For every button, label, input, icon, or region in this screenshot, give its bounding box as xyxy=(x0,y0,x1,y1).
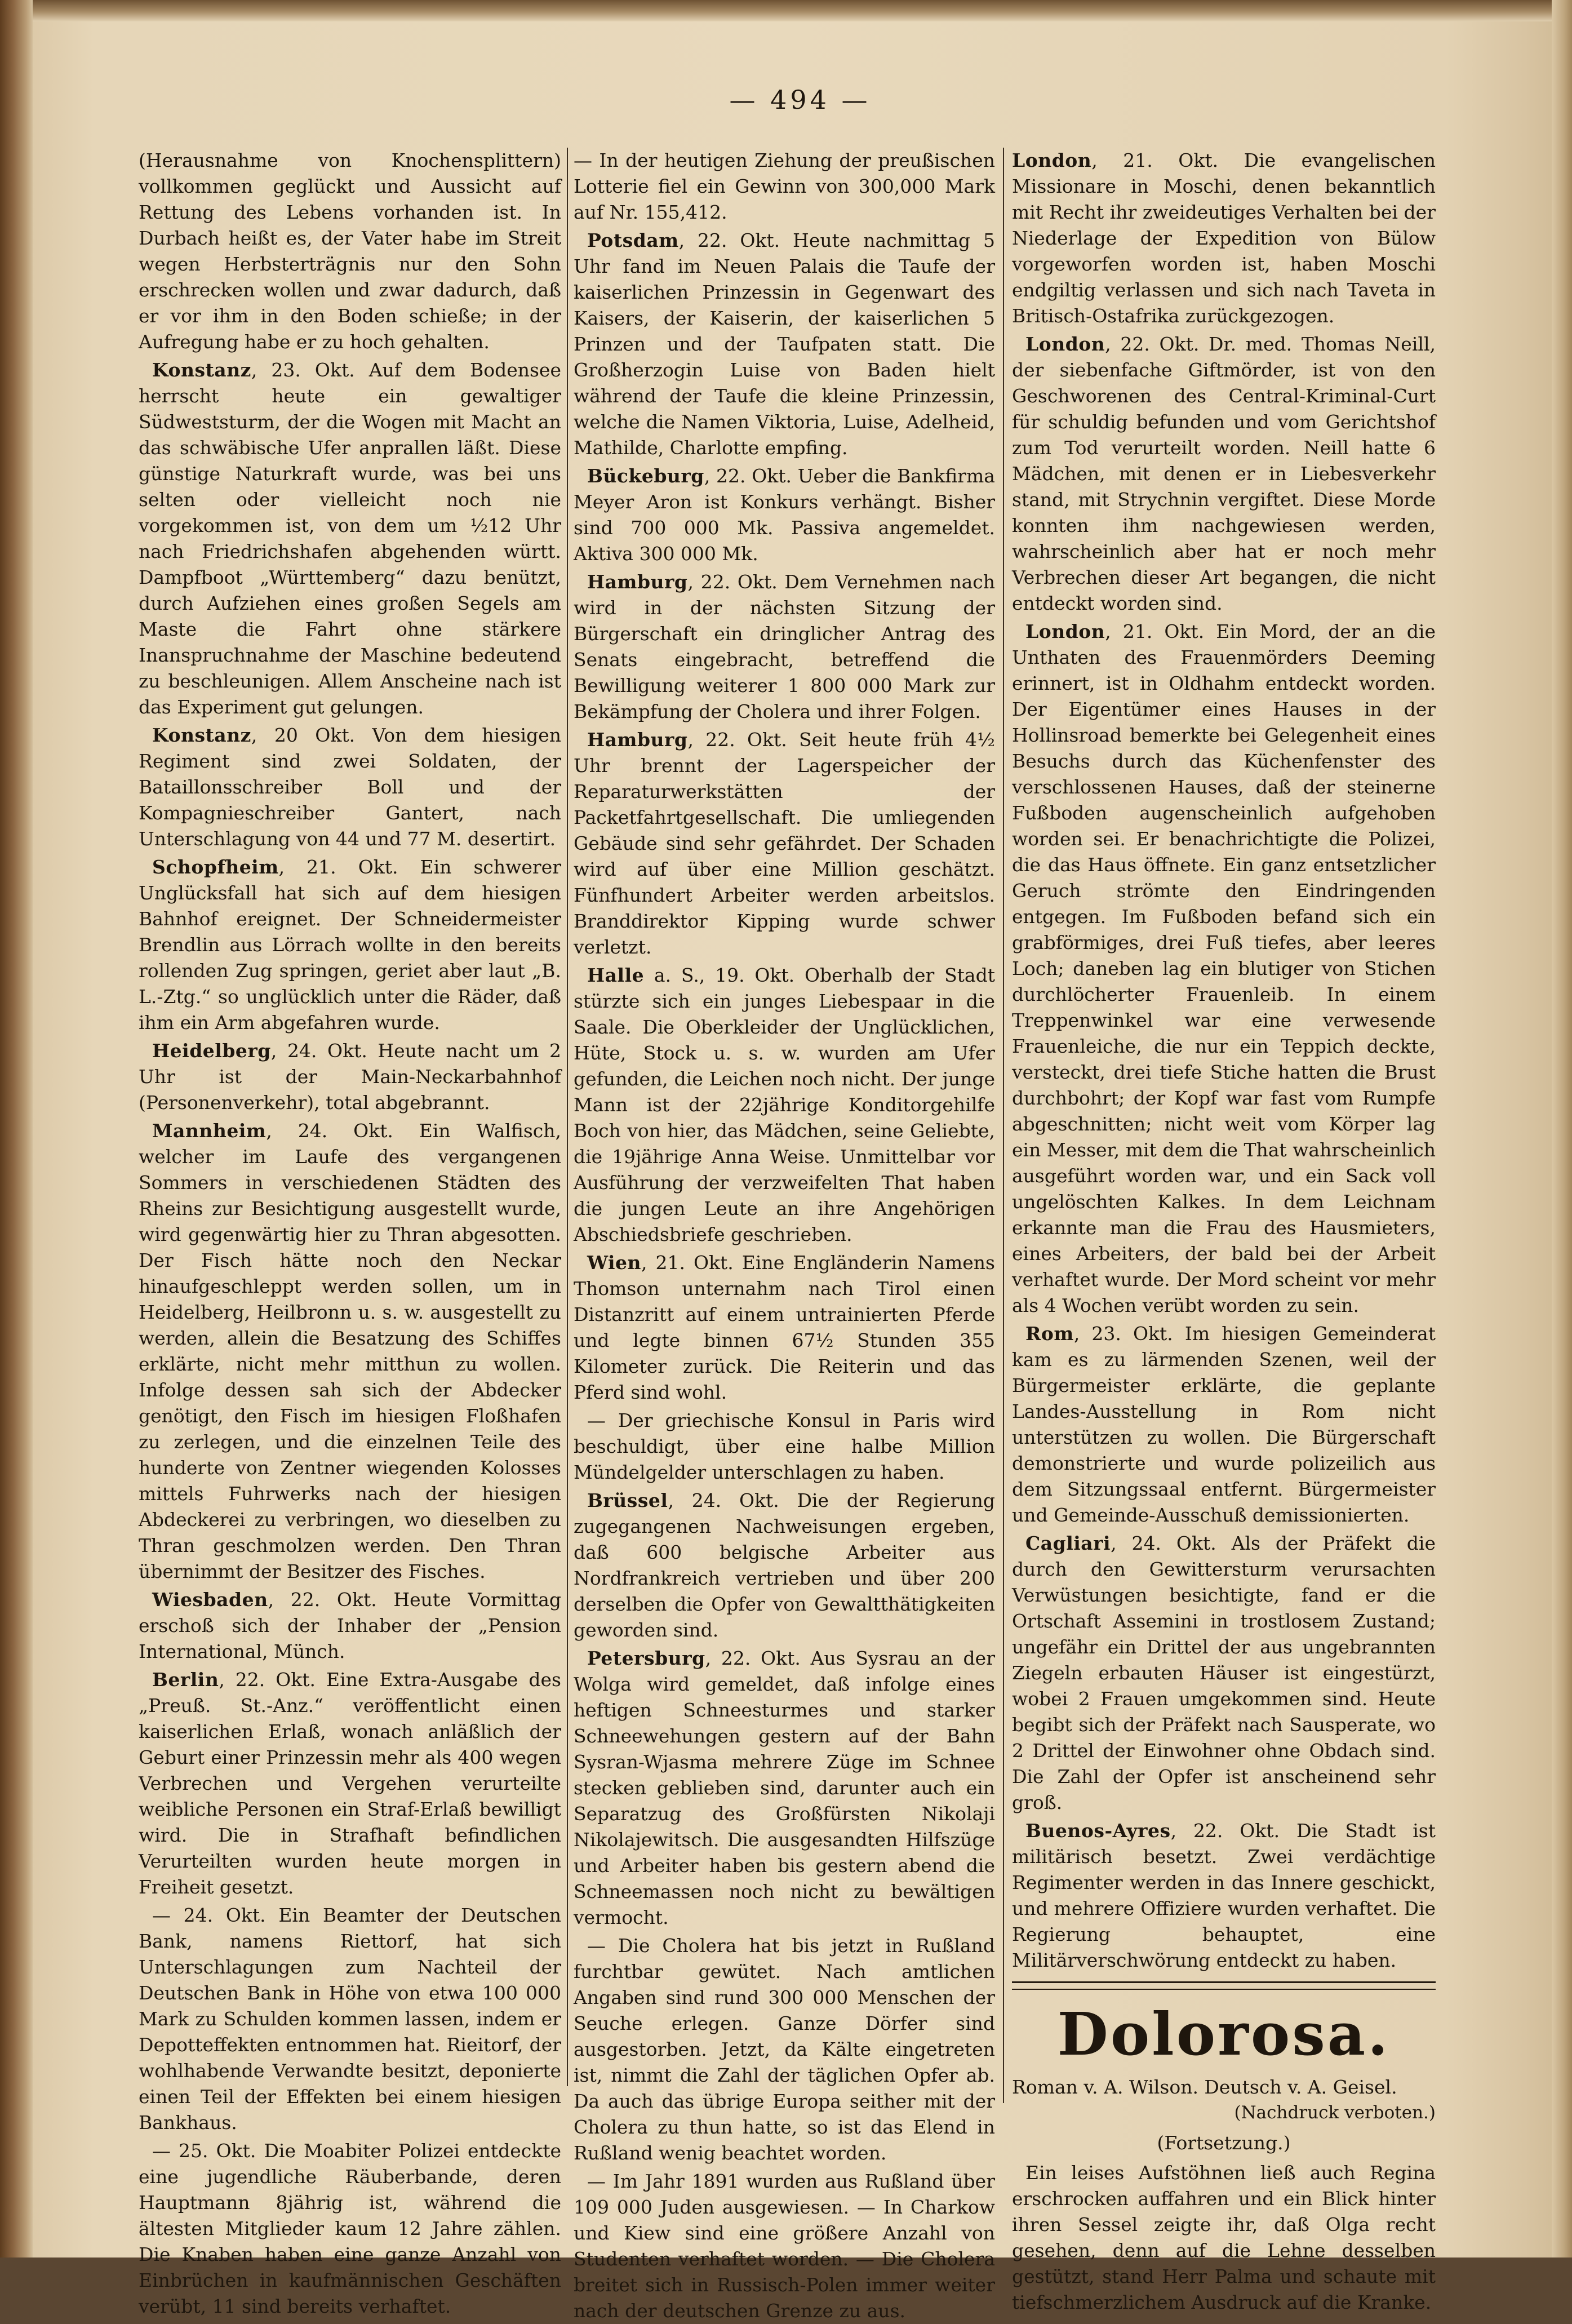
news-text: , 22. Okt. Die Stadt ist militärisch besetzt. Zwei verdächtige Regimenter werden in das Innere geschickt, und mehrere Offiziere wurden verhaftet. Die Regierung behauptet, eine Militärverschwörung entdeckt zu haben. xyxy=(1012,1820,1436,1971)
news-text: , 21. Okt. Ein schwerer Unglücksfall hat sich auf dem hiesigen Bahnhof ereignet. Der Schneidermeister Brendlin aus Lörrach wollte in den bereits rollenden Zug springen, geriet aber laut „B. L.-Ztg.“ so unglücklich unter die Räder, daß ihm ein Arm abgefahren wurde. xyxy=(139,856,561,1034)
news-text: — 24. Okt. Ein Beamter der Deutschen Bank, namens Riettorf, hat sich Unterschlagungen zum Nachteil der Deutschen Bank in Höhe von etwa 100 000 Mark zu Schulden kommen lassen, indem er Depotteffekten entnommen hat. Rieitorf, der wohlhabende Verwandte besitzt, deponierte einen Teil der Effekten bei einem hiesigen Bankhaus. xyxy=(139,1904,561,2134)
news-item xyxy=(574,148,995,225)
news-text: , 22. Okt. Ueber die Bankfirma Meyer Aron ist Konkurs verhängt. Bisher sind 700 000 Mk. Passiva angemeldet. Aktiva 300 000 Mk. xyxy=(574,465,995,565)
dateline: Brüssel xyxy=(587,1489,668,1511)
news-text: , 21. Okt. Die evangelischen Missionare in Moschi, denen bekanntlich mit Recht ihr zweideutiges Verhalten bei der Niederlage der Expedition von Bülow vorgeworfen worden ist, haben Moschi endgiltig verlassen und sich nach Taveta in Britisch-Ostafrika zurückgezogen. xyxy=(1012,149,1436,327)
news-item xyxy=(1012,331,1436,617)
dateline: Halle xyxy=(587,964,645,986)
news-text: , 22. Okt. Dem Vernehmen nach wird in der nächsten Sitzung der Bürgerschaft ein dringlicher Antrag des Senats eingebracht, betreffend die Bewilligung weiterer 1 800 000 Mark zur Bekämpfung der Cholera und ihrer Folgen. xyxy=(574,571,995,722)
continuation-label: (Fortsetzung.) xyxy=(1157,2132,1291,2154)
dateline: Bückeburg xyxy=(587,465,704,487)
news-text: — Der griechische Konsul in Paris wird beschuldigt, über eine halbe Million Mündelgelder unterschlagen zu haben. xyxy=(574,1409,995,1483)
column-1 xyxy=(139,148,561,2317)
news-items xyxy=(1012,148,1436,1973)
news-item xyxy=(1012,148,1436,329)
news-text: , 22. Okt. Seit heute früh 4½ Uhr brennt der Lagerspeicher der Reparaturwerkstätten der Packetfahrtgesellschaft. Die umliegenden Gebäude sind sehr gefährdet. Der Schaden wird auf über eine Million geschätzt. Fünfhundert Arbeiter werden arbeitslos. Branddirektor Kipping wurde schwer verletzt. xyxy=(574,729,995,958)
news-item xyxy=(139,1118,561,1585)
news-item xyxy=(574,1488,995,1643)
dateline: Cagliari xyxy=(1025,1532,1111,1554)
news-item xyxy=(1012,619,1436,1319)
news-item xyxy=(139,1587,561,1665)
dateline: Hamburg xyxy=(587,729,688,751)
news-text: , 24. Okt. Die der Regierung zugegangenen Nachweisungen ergeben, daß 600 belgische Arbeiter aus Nordfrankreich vertrieben und über 200 derselben die Opfer von Gewaltthätigkeiten geworden sind. xyxy=(574,1489,995,1641)
news-text: , 22. Okt. Heute Vormittag erschoß sich der Inhaber der „Pension International, Münch. xyxy=(139,1589,561,1662)
news-text: , 20 Okt. Von dem hiesigen Regiment sind zwei Soldaten, der Bataillonsschreiber Boll und der Kompagnieschreiber Gantert, nach Unterschlagung von 44 und 77 M. desertirt. xyxy=(139,724,561,850)
news-item xyxy=(574,569,995,725)
dateline: London xyxy=(1025,620,1105,642)
news-text: a. S., 19. Okt. Oberhalb der Stadt stürzte sich ein junges Liebespaar in die Saale. Die Oberkleider der Unglücklichen, Hüte, Stock u. s. w. wurden am Ufer gefunden, die Leichen noch nicht. Der junge Mann ist der 22jährige Konditorgehilfe Boch von hier, das Mädchen, seine Geliebte, die 19jährige Anna Weise. Unmittelbar vor Ausführung der verzweifelten That haben die jungen Leute an ihre Angehörigen Abschiedsbriefe geschrieben. xyxy=(574,964,995,1245)
page-top-edge xyxy=(33,0,1552,21)
news-text: , 23. Okt. Im hiesigen Gemeinderat kam es zu lärmenden Szenen, weil der Bürgermeister erklärte, die geplante Landes-Ausstellung in Rom nicht unterstützen zu wollen. Die Bürgerschaft demonstrierte und wurde polizeilich aus dem Sitzungssaal entfernt. Bürgermeister und Gemeinde-Ausschuß demissionierten. xyxy=(1012,1323,1436,1526)
news-item xyxy=(139,722,561,852)
news-text: , 21. Okt. Ein Mord, der an die Unthaten des Frauenmörders Deeming erinnert, ist in Oldhahm entdeckt worden. Der Eigentümer eines Hauses in der Hollinsroad bemerkte bei Gelegenheit eines Besuchs durch das Küchenfenster des verschlossenen Hauses, daß der steinerne Fußboden augenscheinlich aufgehoben worden sei. Er benachrichtigte die Polizei, die das Haus öffnete. Ein ganz entsetzlicher Geruch strömte den Eindringenden entgegen. Im Fußboden befand sich ein grabförmiges, drei Fuß tiefes, aber leeres Loch; daneben lag ein blutiger von Stichen durchlöcherter Frauenleib. In einem Treppenwinkel war eine verwesende Frauenleiche, die nur ein Teppich deckte, versteckt, drei tiefe Stiche hatten die Brust durchbohrt; der Kopf war fast vom Rumpfe abgeschnitten; nicht weit vom Körper lag ein Messer, mit dem die That wahrscheinlich ausgeführt worden war, und ein Sack voll ungelöschten Kalkes. In dem Leichnam erkannte man die Frau des Hausmieters, eines Arbeiters, der bald bei der Arbeit verhaftet wurde. Der Mord scheint vor mehr als 4 Wochen verübt worden zu sein. xyxy=(1012,620,1436,1316)
news-item xyxy=(574,228,995,461)
news-item xyxy=(139,357,561,720)
news-item xyxy=(139,1038,561,1116)
dateline: Mannheim xyxy=(152,1120,267,1142)
column-3 xyxy=(1012,148,1436,2313)
news-item xyxy=(1012,1531,1436,1816)
dateline: Hamburg xyxy=(587,571,688,593)
news-item xyxy=(139,1902,561,2136)
news-item xyxy=(574,2168,995,2324)
news-item xyxy=(574,463,995,567)
news-text: — 25. Okt. Die Moabiter Polizei entdeckte eine jugendliche Räuberbande, deren Hauptmann 8jährig ist, während die ältesten Mitglieder kaum 12 Jahre zählen. Die Knaben haben eine ganze Anzahl von Einbrüchen in kaufmännischen Geschäften verübt, 11 sind bereits verhaftet. xyxy=(139,2140,561,2317)
news-text: — Im Jahr 1891 wurden aus Rußland über 109 000 Juden ausgewiesen. — In Charkow und Kiew sind eine größere Anzahl von Studenten verhaftet worden. — Die Cholera breitet sich in Russisch-Polen immer weiter nach der deutschen Grenze zu aus. xyxy=(574,2170,995,2322)
dateline: Konstanz xyxy=(152,724,251,746)
news-item xyxy=(574,1646,995,1931)
dateline: Wien xyxy=(587,1252,642,1274)
news-item xyxy=(574,1408,995,1485)
news-text: , 22. Okt. Dr. med. Thomas Neill, der siebenfache Giftmörder, ist von den Geschworenen des Central-Kriminal-Curt für schuldig befunden und vom Gerichtshof zum Tod verurteilt worden. Neill hatte 6 Mädchen, mit denen er in Liebesverkehr stand, mit Strychnin vergiftet. Diese Morde konnten ihm nachgewiesen werden, wahrscheinlich aber hat er noch mehr Verbrechen dieser Art begangen, die nicht entdeckt worden sind. xyxy=(1012,333,1436,614)
dateline: Wiesbaden xyxy=(152,1589,268,1611)
dateline: Rom xyxy=(1025,1323,1074,1345)
page-right-edge xyxy=(1552,0,1572,2258)
dateline: London xyxy=(1012,149,1092,171)
news-text: , 22. Okt. Eine Extra-Ausgabe des „Preuß. St.-Anz.“ veröffentlicht einen kaiserlichen Erlaß, wonach anläßlich der Geburt einer Prinzessin mehr als 400 wegen Verbrechen und Vergehen verurteilte weibliche Personen ein Straf-Erlaß bewilligt wird. Die in Strafhaft befindlichen Verurteilten wurden heute morgen in Freiheit gesetzt. xyxy=(139,1669,561,1898)
news-text: — Die Cholera hat bis jetzt in Rußland furchtbar gewütet. Nach amtlichen Angaben sind rund 300 000 Menschen der Seuche erlegen. Ganze Dörfer sind ausgestorben. Jetzt, da Kälte eingetreten ist, nimmt die Zahl der täglichen Opfer ab. Da auch das übrige Europa seither mit der Cholera zu thun hatte, so ist das Elend in Rußland wenig beachtet worden. xyxy=(574,1935,995,2164)
dateline: Buenos-Ayres xyxy=(1025,1820,1171,1842)
dateline: Potsdam xyxy=(587,229,679,251)
dateline: Schopfheim xyxy=(152,856,279,878)
news-text: , 24. Okt. Heute nacht um 2 Uhr ist der Main-Neckarbahnhof (Personenverkehr), total abgebrannt. xyxy=(139,1040,561,1114)
news-item xyxy=(1012,1321,1436,1528)
news-item xyxy=(574,1933,995,2166)
news-text: (Herausnahme von Knochensplittern) vollkommen geglückt und Aussicht auf Rettung des Lebens vorhanden ist. In Durbach heißt es, der Vater habe im Streit wegen Herbsterträgnis nur den Sohn erschrecken wollen und zwar dadurch, daß er vor ihm in den Boden schieße; in der Aufregung habe er zu hoch gehalten. xyxy=(139,149,561,353)
news-item xyxy=(139,1667,561,1900)
novel-byline: Roman v. A. Wilson. Deutsch v. A. Geisel. xyxy=(1012,2076,1397,2098)
news-text: , 24. Okt. Als der Präfekt die durch den Gewittersturm verursachten Verwüstungen besichtigte, fand er die Ortschaft Assemini in trostlosem Zustand; ungefähr ein Drittel der aus ungebrannten Ziegeln erbauten Häuser ist eingestürzt, wobei 2 Frauen umgekommen sind. Heute begibt sich der Präfekt nach Sausperate, wo 2 Drittel der Einwohner ohne Obdach sind. Die Zahl der Opfer ist anscheinend sehr groß. xyxy=(1012,1532,1436,1813)
news-item xyxy=(139,2138,561,2319)
news-text: — In der heutigen Ziehung der preußischen Lotterie fiel ein Gewinn von 300,000 Mark auf Nr. 155,412. xyxy=(574,149,995,223)
book-binding xyxy=(0,0,33,2258)
news-text: , 23. Okt. Auf dem Bodensee herrscht heute ein gewaltiger Südweststurm, der die Wogen mit Macht an das schwäbische Ufer anprallen läßt. Diese günstige Naturkraft wurde, was bei uns selten oder vielleicht noch nie vorgekommen ist, von dem um ½12 Uhr nach Friedrichshafen abgehenden württ. Dampfboot „Württemberg“ dazu benützt, durch Aufziehen eines großen Segels am Maste die Fahrt ohne stärkere Inanspruchnahme der Maschine bedeutend zu beschleunigen. Allem Anscheine nach ist das Experiment gut gelungen. xyxy=(139,359,561,718)
news-item xyxy=(574,963,995,1248)
news-item xyxy=(139,148,561,355)
news-text: , 22. Okt. Aus Sysrau an der Wolga wird gemeldet, daß infolge eines heftigen Schneesturmes und starker Schneewehungen gestern auf der Bahn Sysran-Wjasma mehrere Züge im Schnee stecken geblieben sind, darunter auch ein Separatzug des Großfürsten Nikolaji Nikolajewitsch. Die ausgesandten Hilfszüge und Arbeiter haben bis gestern abend die Schneemassen noch nicht zu bewältigen vermocht. xyxy=(574,1647,995,1928)
dateline: London xyxy=(1025,333,1105,355)
dateline: Petersburg xyxy=(587,1647,705,1669)
page-number: — 494 — xyxy=(729,85,871,115)
news-item xyxy=(574,727,995,960)
news-text: , 22. Okt. Heute nachmittag 5 Uhr fand im Neuen Palais die Taufe der kaiserlichen Prinzessin in Gegenwart des Kaisers, der Kaiserin, der kaiserlichen 5 Prinzen und der Taufpaten statt. Die Großherzogin Luise von Baden hielt während der Taufe die kleine Prinzessin, welche die Namen Viktoria, Luise, Adelheid, Mathilde, Charlotte empfing. xyxy=(574,229,995,459)
column-rule-1 xyxy=(567,148,568,2086)
novel-title: Dolorosa. xyxy=(1057,1999,1391,2069)
dateline: Konstanz xyxy=(152,359,251,381)
news-item xyxy=(139,854,561,1036)
column-2 xyxy=(574,148,995,2322)
dateline: Berlin xyxy=(152,1669,219,1691)
dateline: Heidelberg xyxy=(152,1040,271,1062)
novel-text: Ein leises Aufstöhnen ließ auch Regina erschrocken auffahren und ein Blick hinter ihren Sessel zeigte ihr, daß Olga recht gesehen, denn auf die Lehne desselben gestützt, stand Herr Palma und schaute mit tiefschmerzlichem Ausdruck auf die Kranke. xyxy=(1012,2162,1436,2313)
news-text: , 24. Okt. Ein Walfisch, welcher im Laufe des vergangenen Sommers in verschiedenen Städten des Rheins zur Besichtigung ausgestellt wurde, wird gegenwärtig hier zu Thran abgesotten. Der Fisch hätte noch den Neckar hinaufgeschleppt werden sollen, um in Heidelberg, Heilbronn u. s. w. ausgestellt zu werden, allein die Besatzung des Schiffes erklärte, nicht mehr mitthun zu wollen. Infolge dessen sah sich der Abdecker genötigt, den Fisch im hiesigen Floßhafen zu zerlegen, und die einzelnen Teile des hunderte von Zentner wiegenden Kolosses mittels Fuhrwerks nach der hiesigen Abdeckerei zu verbringen, wo dieselben zu Thran geschmolzen werden. Den Thran übernimmt der Besitzer des Fisches. xyxy=(139,1120,561,1582)
column-rule-2 xyxy=(1003,148,1004,2103)
news-item xyxy=(1012,1818,1436,1973)
section-separator xyxy=(1012,1981,1436,1990)
reprint-note: (Nachdruck verboten.) xyxy=(1234,2103,1436,2123)
news-item xyxy=(574,1250,995,1405)
news-text: , 21. Okt. Eine Engländerin Namens Thomson unternahm nach Tirol einen Distanzritt auf einem untrainierten Pferde und legte binnen 67½ Stunden 355 Kilometer zurück. Die Reiterin und das Pferd sind wohl. xyxy=(574,1252,995,1403)
